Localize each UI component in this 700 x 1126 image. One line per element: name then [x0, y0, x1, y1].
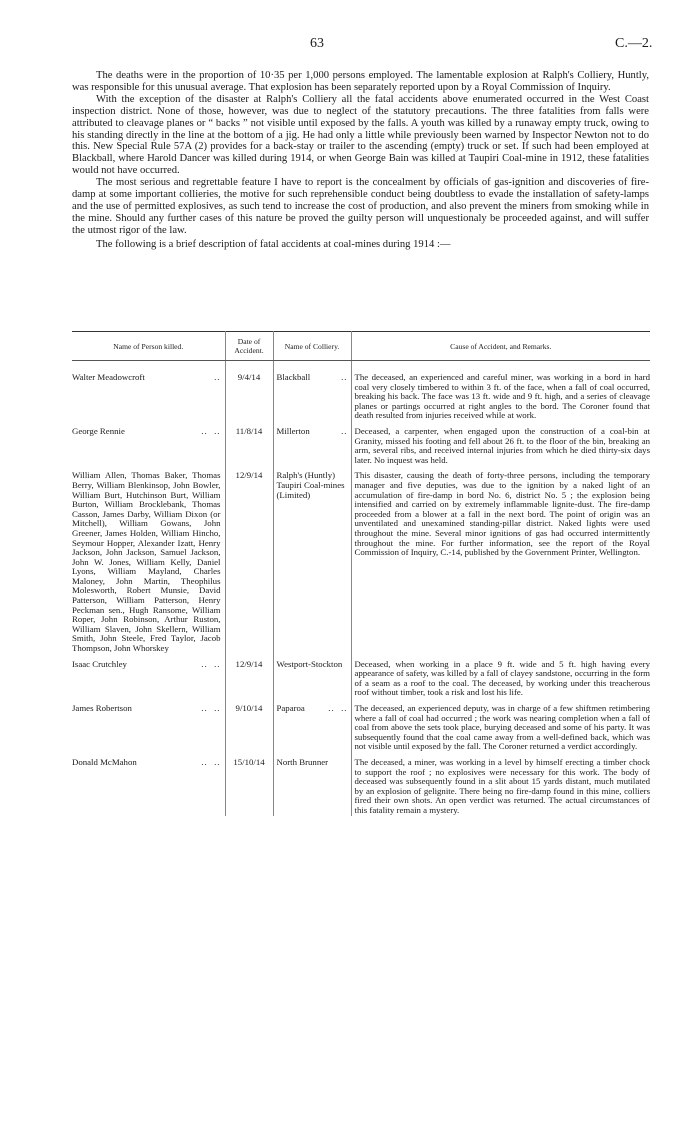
accident-cause: The deceased, an experienced deputy, was in charge of a few shiftmen retimbering where a fall of coal had occurred ; the work was nearing completion when a fall of coal from above the sets took place, burying deceased and some of his party. It was subsequently found that the coal came away from a well-defined back, which was not visible until exposed by the fall. The Coroner returned a verdict accordingly.: [351, 698, 650, 752]
leader-dots: .. ..: [201, 703, 221, 713]
accident-cause: The deceased, a miner, was working in a level by himself erecting a timber chock to support the roof ; no explosives were necessary for this work. The body of deceased was subsequently found in a slit about 15 yards distant, much mutilated by an explosion of gelignite. There being no fire-damp found in this mine, colliers fired their own shots. An open verdict was returned. The actual circumstances of this fatality remain a mystery.: [351, 752, 650, 816]
accident-date: 12/9/14: [225, 654, 273, 698]
person-name-text: George Rennie: [72, 425, 125, 436]
header-date: Date of Accident.: [225, 332, 273, 361]
header-colliery: Name of Colliery.: [273, 332, 351, 361]
person-name: [72, 698, 225, 752]
leader-dots: .. ..: [201, 756, 221, 767]
leader-dots: .. ..: [201, 658, 221, 669]
colliery-name: [273, 361, 351, 421]
accident-date: 9/4/14: [225, 361, 273, 421]
accident-date: 12/9/14: [225, 465, 273, 653]
accident-cause: Deceased, a carpenter, when engaged upon the construction of a coal-bin at Granity, missed his footing and fell about 26 ft. to the floor of the bin, breaking an arm, several ribs, and received internal injuries from which he died thirty-six days later. No inquest was held.: [351, 421, 650, 465]
table-row: [72, 361, 650, 421]
accident-cause: The deceased, an experienced and careful miner, was working in a bord in hard coal very closely timbered to within 3 ft. of the face, when a fall of coal occurred, breaking his back. The face was 13 ft. wide and 9 ft. high, and a series of cleavage planes or partings occurred at right angles to the bord. The Coroner found that death resulted from injuries received while at work.: [351, 361, 650, 421]
colliery-name: Ralph's (Huntly) Taupiri Coal-mines (Limited): [273, 465, 351, 653]
table-row: [72, 465, 650, 653]
leader-dots: ..: [341, 425, 348, 436]
colliery-name: [273, 698, 351, 752]
leader-dots: ..: [341, 372, 348, 382]
person-name: [72, 654, 225, 698]
table-row: [72, 698, 650, 752]
leader-dots: .. ..: [201, 425, 221, 436]
leader-dots: .. ..: [328, 703, 348, 713]
colliery-name: Westport-Stockton: [273, 654, 351, 698]
table-row: [72, 421, 650, 465]
page-number: 63: [310, 36, 324, 51]
accident-date: 9/10/14: [225, 698, 273, 752]
table-header-row: [72, 332, 650, 361]
accident-date: 11/8/14: [225, 421, 273, 465]
report-text: [72, 70, 649, 251]
person-name: [72, 421, 225, 465]
paragraph-concealment: The most serious and regrettable feature I have to report is the concealment by officials of gas-ignition and discoveries of fire-damp at some important collieries, the motive for such reprehensible conduct being doubtless to evade the installation of safety-lamps and the use of permitted explosives, as such tend to increase the cost of production, and also prevent the miners from smoking while in the mine. Should any further cases of this nature be proved the guilty person will unquestionaly be proceeded against, and will suffer the utmost rigor of the law.: [72, 177, 649, 236]
person-name-text: James Robertson: [72, 703, 132, 713]
header-person: Name of Person killed.: [72, 332, 225, 361]
person-name-text: Isaac Crutchley: [72, 658, 127, 669]
accident-cause: Deceased, when working in a place 9 ft. wide and 5 ft. high having every appearance of safety, was killed by a fall of clayey sandstone, occurring in the form of a seam as a roof to the coal. The deceased, by working under this treacherous roof without timber, took a risk and lost his life.: [351, 654, 650, 698]
leader-dots: ..: [214, 372, 221, 382]
accident-date: 15/10/14: [225, 752, 273, 816]
table-row: [72, 654, 650, 698]
document-reference: C.—2.: [615, 36, 653, 51]
fatal-accidents-table: [72, 331, 650, 816]
paragraph-death-rate: The deaths were in the proportion of 10·35 per 1,000 persons employed. The lamentable explosion at Ralph's Colliery, Huntly, was responsible for this unusual average. That explosion has been separately reported upon by a Royal Commission of Inquiry.: [72, 70, 649, 93]
colliery-name-text: Paparoa: [276, 703, 305, 713]
page-header: [0, 36, 700, 52]
person-name: William Allen, Thomas Baker, Thomas Berry, William Blenkinsop, John Bowler, William Burt, Hutchinson Burt, William Burton, William Brocklebank, Thomas Casson, James Darby, William Dixon (or Mitchell), William Gowans, John Greener, James Holden, William Hincho, Seymour Hopper, Alexander Izatt, Henry Jackson, John Jackson, Samuel Jackson, John W. Jones, William Kelly, Daniel Lyons, William Mayland, Charles Maloney, John Martin, Theophilus Molesworth, Robert Munsie, David Patterson, William Patterson, Henry Peckman sen., Hugh Ransome, William Roper, John Robinson, Arthur Ruston, William Slaven, John Skellern, William Smith, John Steele, Fred Taylor, Jacob Thompson, John Whorskey: [72, 470, 221, 654]
person-name-text: Donald McMahon: [72, 756, 137, 767]
colliery-name: [273, 421, 351, 465]
table-row: [72, 752, 650, 816]
person-name-text: Walter Meadowcroft: [72, 372, 145, 382]
paragraph-west-coast: With the exception of the disaster at Ralph's Colliery all the fatal accidents above enumerated occurred in the West Coast inspection district. None of those, however, was due to neglect of the statutory precautions. The three fatalities from falls were attributed to cleavage planes or “ backs ” not visible until exposed by the falls. A youth was killed by a runaway empty truck, owing to his standing directly in the line at the bottom of a jig. He had only a little while previously been warned by Inspector Newton not to do this. New Special Rule 57A (2) provides for a back-stay or trailer to the ascending (empty) truck or set. If such had been employed at Blackball, where Harold Dancer was killed during 1914, or when George Bain was killed at Taupiri Coal-mine in 1912, these fatalities would not have occurred.: [72, 93, 649, 177]
header-cause: Cause of Accident, and Remarks.: [351, 332, 650, 361]
colliery-name-text: Blackball: [276, 372, 311, 382]
table-intro: The following is a brief description of fatal accidents at coal-mines during 1914 :—: [96, 238, 451, 250]
person-name: [72, 752, 225, 816]
colliery-name-text: Millerton: [276, 425, 310, 436]
colliery-name: North Brunner: [273, 752, 351, 816]
person-name: [72, 361, 225, 421]
accident-cause: This disaster, causing the death of forty-three persons, including the temporary manager and five deputies, was due to the ignition by a naked light of an accumulation of fire-damp in bord No. 6, district No. 5 ; the explosion being intensified and carried on by extremely inflammable lignite-dust. The fire-damp proceeded from a blower at a fall in the next bord. The point of origin was an unventilated and unexamined standing-pillar district. Naked lights were used throughout the mine. Several minor ignitions of gas had occurred intermittently throughout the mine. For further information, see the report of the Royal Commission of Inquiry, C.-14, published by the Government Printer, Wellington.: [351, 465, 650, 653]
